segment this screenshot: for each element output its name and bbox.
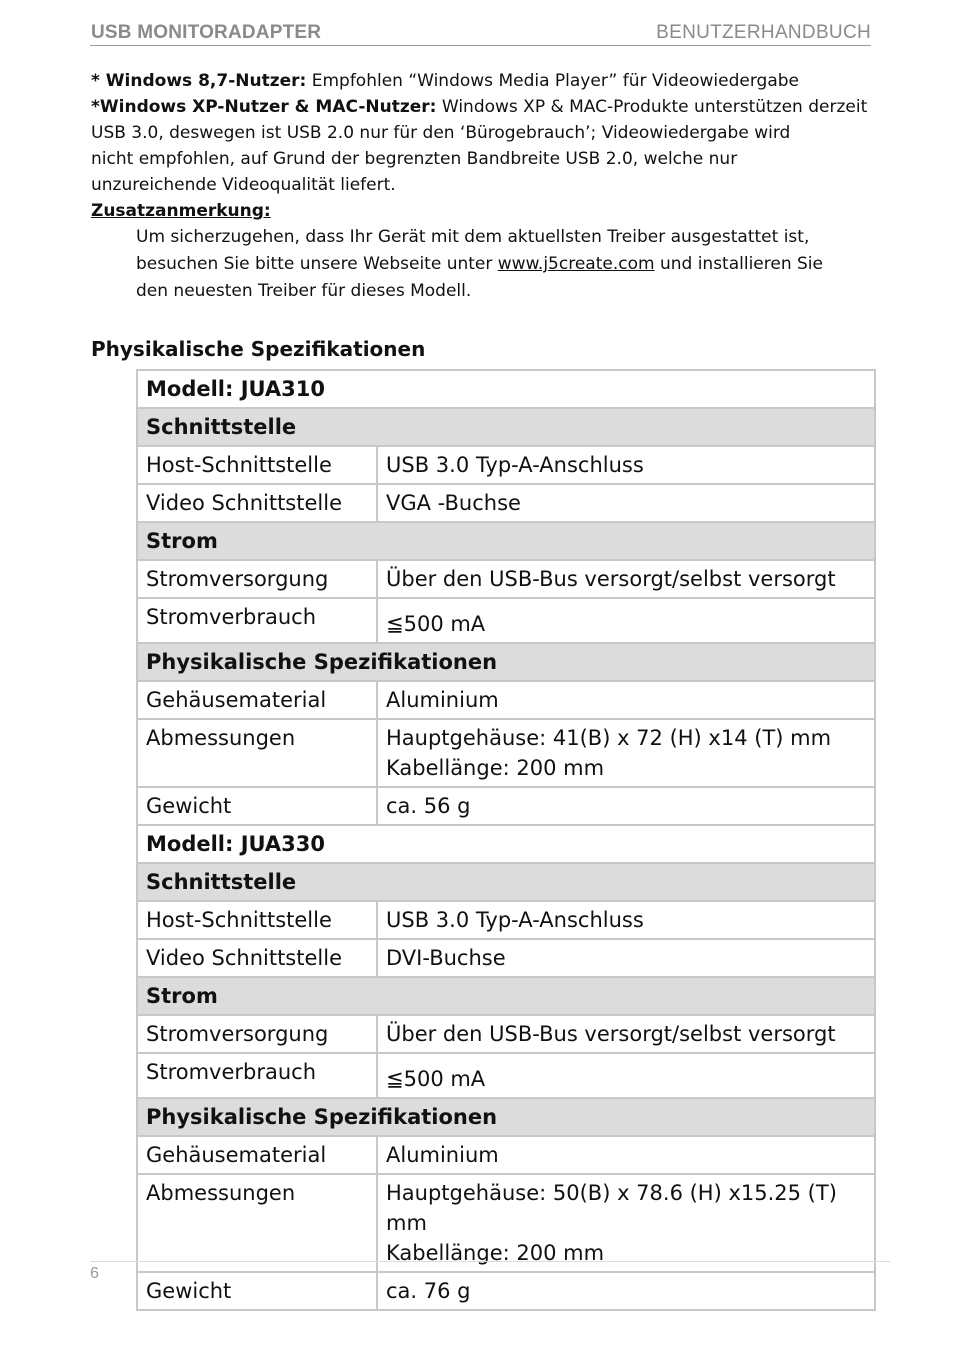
note-xp-mac-line-3: nicht empfohlen, auf Grund der begrenzten Bandbreite USB 2.0, welche nur	[91, 149, 738, 169]
dimensions-housing: Hauptgehäuse: 50(B) x 78.6 (H) x15.25 (T)	[386, 1181, 837, 1205]
note-windows-87	[91, 68, 891, 94]
group-interface: Schnittstelle	[137, 863, 875, 901]
video-interface-value: VGA -Buchse	[377, 484, 875, 522]
dimensions-cable: Kabellänge: 200 mm	[386, 1241, 605, 1265]
host-interface-value: USB 3.0 Typ-A-Anschluss	[377, 901, 875, 939]
model-name: Modell: JUA310	[137, 370, 875, 408]
table-row	[137, 1053, 875, 1098]
page-number: 6	[90, 1265, 99, 1282]
material-label: Gehäusematerial	[137, 681, 377, 719]
table-row	[137, 787, 875, 825]
group-power: Strom	[137, 522, 875, 560]
table-row	[137, 484, 875, 522]
power-consumption-value: ≦500 mA	[377, 598, 875, 643]
model-name: Modell: JUA330	[137, 825, 875, 863]
dimensions-housing-unit: mm	[386, 1211, 427, 1235]
footer-divider	[90, 1261, 890, 1262]
zusatz-line-2-a: besuchen Sie bitte unsere Webseite unter	[136, 254, 498, 274]
group-row	[137, 977, 875, 1015]
zusatz-line-2	[91, 251, 891, 278]
dimensions-value	[377, 1174, 875, 1272]
dimensions-label: Abmessungen	[137, 719, 377, 787]
group-interface: Schnittstelle	[137, 408, 875, 446]
table-row	[137, 939, 875, 977]
group-row	[137, 522, 875, 560]
host-interface-label: Host-Schnittstelle	[137, 446, 377, 484]
dimensions-housing: Hauptgehäuse: 41(B) x 72 (H) x14 (T) mm	[386, 726, 832, 750]
notes-block	[91, 68, 891, 305]
video-interface-value: DVI-Buchse	[377, 939, 875, 977]
weight-value: ca. 56 g	[377, 787, 875, 825]
group-row	[137, 408, 875, 446]
table-row	[137, 719, 875, 787]
website-link[interactable]: www.j5create.com	[497, 254, 655, 274]
host-interface-label: Host-Schnittstelle	[137, 901, 377, 939]
note-windows-87-label: * Windows 8,7-Nutzer:	[91, 71, 307, 91]
group-physical: Physikalische Spezifikationen	[137, 1098, 875, 1136]
power-supply-value: Über den USB-Bus versorgt/selbst versorgt	[377, 1015, 875, 1053]
table-row	[137, 598, 875, 643]
note-xp-mac	[91, 94, 891, 120]
power-consumption-label: Stromverbrauch	[137, 1053, 377, 1098]
table-row	[137, 1015, 875, 1053]
table-row	[137, 901, 875, 939]
weight-value: ca. 76 g	[377, 1272, 875, 1310]
note-xp-mac-text-1: Windows XP & MAC-Produkte unterstützen derzeit	[436, 97, 868, 117]
table-row	[137, 446, 875, 484]
material-label: Gehäusematerial	[137, 1136, 377, 1174]
model-row	[137, 825, 875, 863]
power-supply-value: Über den USB-Bus versorgt/selbst versorgt	[377, 560, 875, 598]
note-xp-mac-line-4: unzureichende Videoqualität liefert.	[91, 175, 396, 195]
header-manual-title: BENUTZERHANDBUCH	[656, 22, 871, 43]
zusatz-line-2-b: und installieren Sie	[654, 254, 823, 274]
note-xp-mac-label: *Windows XP-Nutzer & MAC-Nutzer:	[91, 97, 437, 117]
spec-table	[136, 369, 876, 1311]
video-interface-label: Video Schnittstelle	[137, 484, 377, 522]
table-row	[137, 681, 875, 719]
power-consumption-label: Stromverbrauch	[137, 598, 377, 643]
page-header	[90, 22, 871, 46]
header-product-title: USB MONITORADAPTER	[91, 22, 322, 43]
table-row	[137, 1136, 875, 1174]
group-power: Strom	[137, 977, 875, 1015]
table-row	[137, 1272, 875, 1310]
zusatz-line-3: den neuesten Treiber für dieses Modell.	[136, 281, 472, 301]
group-row	[137, 643, 875, 681]
group-physical: Physikalische Spezifikationen	[137, 643, 875, 681]
note-windows-87-text: Empfohlen “Windows Media Player” für Videowiedergabe	[306, 71, 799, 91]
zusatz-title: Zusatzanmerkung:	[91, 201, 271, 221]
zusatz-line-1: Um sicherzugehen, dass Ihr Gerät mit dem aktuellsten Treiber ausgestattet ist,	[136, 227, 810, 247]
table-row	[137, 1174, 875, 1272]
dimensions-label: Abmessungen	[137, 1174, 377, 1272]
dimensions-cable: Kabellänge: 200 mm	[386, 756, 605, 780]
group-row	[137, 863, 875, 901]
weight-label: Gewicht	[137, 1272, 377, 1310]
model-row	[137, 370, 875, 408]
power-consumption-value: ≦500 mA	[377, 1053, 875, 1098]
note-xp-mac-line-2: USB 3.0, deswegen ist USB 2.0 nur für den ‘Bürogebrauch’; Videowiedergabe wird	[91, 123, 791, 143]
dimensions-value	[377, 719, 875, 787]
power-supply-label: Stromversorgung	[137, 1015, 377, 1053]
group-row	[137, 1098, 875, 1136]
table-row	[137, 560, 875, 598]
material-value: Aluminium	[377, 681, 875, 719]
power-supply-label: Stromversorgung	[137, 560, 377, 598]
section-title: Physikalische Spezifikationen	[91, 337, 426, 361]
video-interface-label: Video Schnittstelle	[137, 939, 377, 977]
weight-label: Gewicht	[137, 787, 377, 825]
material-value: Aluminium	[377, 1136, 875, 1174]
host-interface-value: USB 3.0 Typ-A-Anschluss	[377, 446, 875, 484]
